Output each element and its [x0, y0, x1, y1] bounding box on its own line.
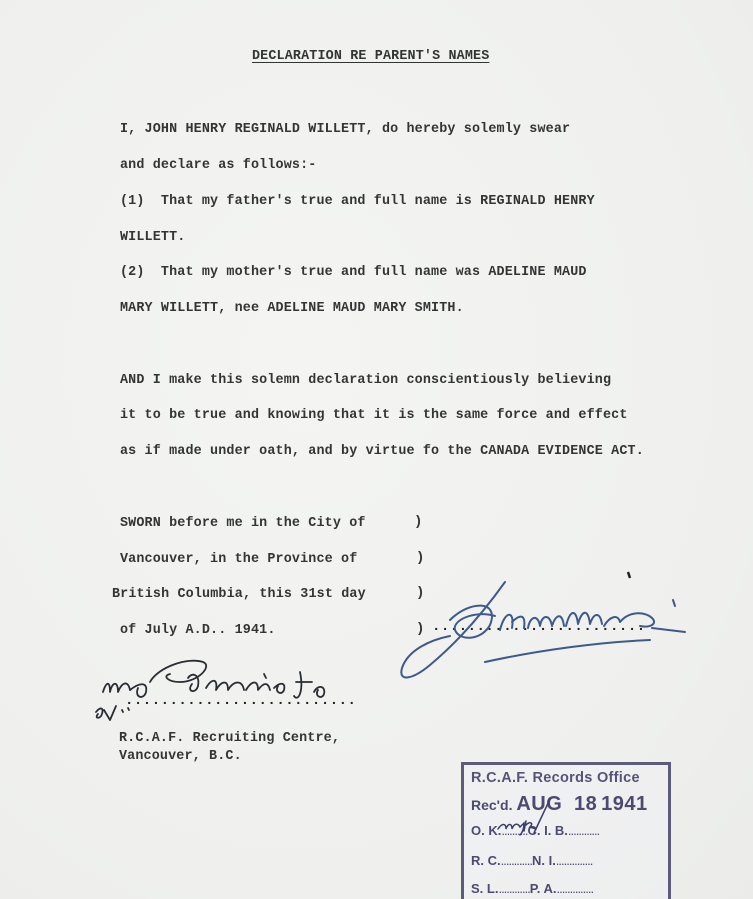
records-office-stamp — [461, 762, 671, 899]
stamp-rc-label: R. C. — [471, 853, 501, 868]
stamp-row-rc — [471, 853, 592, 868]
declaration-line-1: AND I make this solemn declaration conscientiously believing — [120, 373, 612, 388]
witness-office-line-2: Vancouver, B.C. — [119, 749, 242, 764]
stamp-rc-dots: ............ — [500, 853, 532, 868]
bracket-1: ) — [414, 514, 423, 530]
body-line-1: I, JOHN HENRY REGINALD WILLETT, do hereby solemly swear — [120, 122, 571, 137]
stamp-row-sl — [471, 881, 593, 896]
stamp-pa-dots: .............. — [556, 881, 594, 896]
document-title: DECLARATION RE PARENT'S NAMES — [252, 49, 490, 64]
stamp-pa-label: P. A. — [529, 881, 557, 896]
stamp-sl-label: S. L. — [471, 881, 499, 896]
body-line-6: MARY WILLETT, nee ADELINE MAUD MARY SMITH. — [120, 301, 464, 316]
stamp-month: AUG — [516, 793, 563, 815]
body-line-4: WILLETT. — [120, 230, 186, 245]
sworn-line-1: SWORN before me in the City of — [120, 516, 366, 531]
declaration-line-2: it to be true and knowing that it is the same force and effect — [120, 408, 628, 423]
sworn-line-4: of July A.D.. 1941. — [120, 623, 276, 638]
stamp-header: R.C.A.F. Records Office — [471, 770, 640, 786]
stamp-received-label: Rec'd. — [471, 797, 513, 813]
body-line-3: (1) That my father's true and full name is REGINALD HENRY — [120, 194, 595, 209]
sworn-line-3: British Columbia, this 31st day — [112, 587, 366, 602]
stamp-received-row — [471, 793, 648, 816]
stamp-day: 18 — [573, 793, 598, 815]
witness-office-line-1: R.C.A.F. Recruiting Centre, — [119, 731, 341, 746]
declaration-line-3: as if made under oath, and by virtue fo the CANADA EVIDENCE ACT. — [120, 444, 644, 459]
stamp-year: 1941 — [601, 793, 648, 815]
bracket-2: ) — [416, 550, 425, 566]
bracket-4: ) — [416, 621, 425, 637]
witness-signature-line: .......................... — [125, 693, 357, 709]
stamp-ni-label: N. I. — [531, 853, 556, 868]
stamp-cib-dots: ............ — [567, 823, 600, 838]
bracket-3: ) — [416, 585, 425, 601]
sworn-line-2: Vancouver, in the Province of — [120, 552, 358, 567]
body-line-5: (2) That my mother's true and full name was ADELINE MAUD — [120, 265, 587, 280]
stamp-row-ok — [471, 823, 599, 838]
stamp-sl-dots: ............ — [498, 881, 530, 896]
stamp-cib-label: C. I. B. — [527, 823, 568, 838]
witness-signature — [88, 652, 388, 732]
stamp-ok-dots: .......... — [501, 823, 528, 838]
declarant-signature-line: ........................ — [432, 619, 646, 635]
stamp-ok-label: O. K. — [471, 823, 502, 838]
body-line-2: and declare as follows:- — [120, 158, 317, 173]
stamp-ni-dots: .............. — [555, 853, 593, 868]
